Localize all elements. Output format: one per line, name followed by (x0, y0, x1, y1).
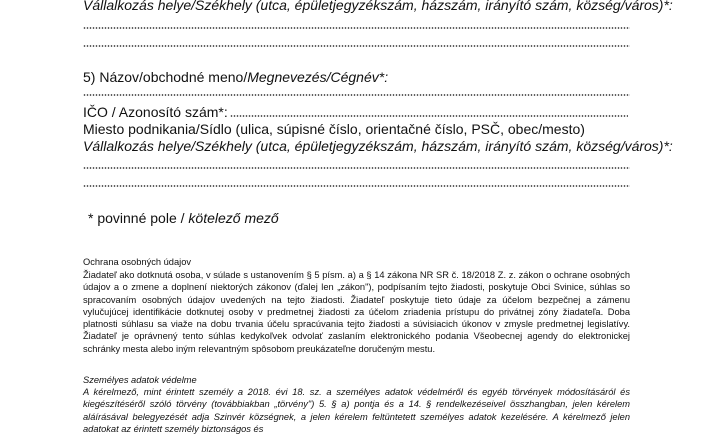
privacy-hu-title: Személyes adatok védelme (83, 375, 197, 385)
company-name-label-sk: 5) Názov/obchodné meno/ (83, 69, 248, 85)
privacy-hu-text: A kérelmező, mint érintett személy a 2018. évi 18. sz. a személyes adatok védelméről és egyéb törvények módosításáról és kiegészítéséről szóló törvény (továbbiakban „törvény") 5. § a) pontja és a 14. § rendelkezéseivel összhangban, jelen kérelem aláírásával belegyezését adja Szinvér községnek, a jelen kérelem feltüntetett személyes adatok kezelésére. A kérelmező jelen adatokat az érintett személy biztonságos és (83, 387, 630, 434)
ico-label-row (83, 104, 628, 120)
address-label-hu-top: Vállalkozás helye/Székhely (utca, épületjegyzékszám, házszám, irányító szám, község/város)*: (83, 0, 673, 13)
required-note-hu: kötelező mező (188, 210, 279, 226)
ico-label: IČO / Azonosító szám*: (83, 104, 228, 120)
address-fill-line-2[interactable] (83, 45, 630, 47)
company-name-label (83, 69, 388, 85)
ico-fill-line[interactable] (230, 115, 628, 117)
seat-fill-line-2[interactable] (83, 185, 630, 187)
privacy-sk-text: Žiadateľ ako dotknutá osoba, v súlade s ustanovením § 5 písm. a) a § 14 zákona NR SR č. 18/2018 Z. z. zákon o ochrane osobných údajov a o zmene a doplnení niektorých zákonov (ďalej len „zákon"), podpísaním tejto žiadosti, poskytuje Obci Svinice, súhlas so spracovaním osobných údajov uvedených na tejto žiadosti. Žiadateľ poskytuje tieto údaje za účelom bezpečnej a zámenu vylučujúcej identifikácie dotknutej osoby v predmetnej žiadosti za účelom zriadenia prístupu do privátnej zóny žiadateľa. Doba platnosti súhlasu sa viaže na dobu trvania účelu spracúvania tejto žiadosti a súvisiacich úkonov v zmysle predmetnej legislatívy. Žiadateľ je oprávnený tento súhlas kedykoľvek odvolať zaslaním elektronického podania Všeobecnej agendy do elektronickej schránky mesta alebo iným relevantným spôsobom preukázateľne doručeným mestu. (83, 270, 630, 354)
address-fill-line-1[interactable] (83, 27, 630, 29)
required-note-sk: * povinné pole / (88, 210, 189, 226)
address-label-hu: Vállalkozás helye/Székhely (utca, épületjegyzékszám, házszám, irányító szám, község/város)*: (83, 138, 673, 154)
required-note (88, 210, 279, 226)
seat-fill-line-1[interactable] (83, 167, 630, 169)
company-name-label-hu: Megnevezés/Cégnév*: (247, 69, 389, 85)
privacy-sk-title: Ochrana osobných údajov (83, 257, 192, 267)
company-name-fill-line-1[interactable] (83, 94, 630, 96)
seat-label-sk: Miesto podnikania/Sídlo (ulica, súpisné číslo, orientačné číslo, PSČ, obec/mesto) (83, 121, 585, 137)
